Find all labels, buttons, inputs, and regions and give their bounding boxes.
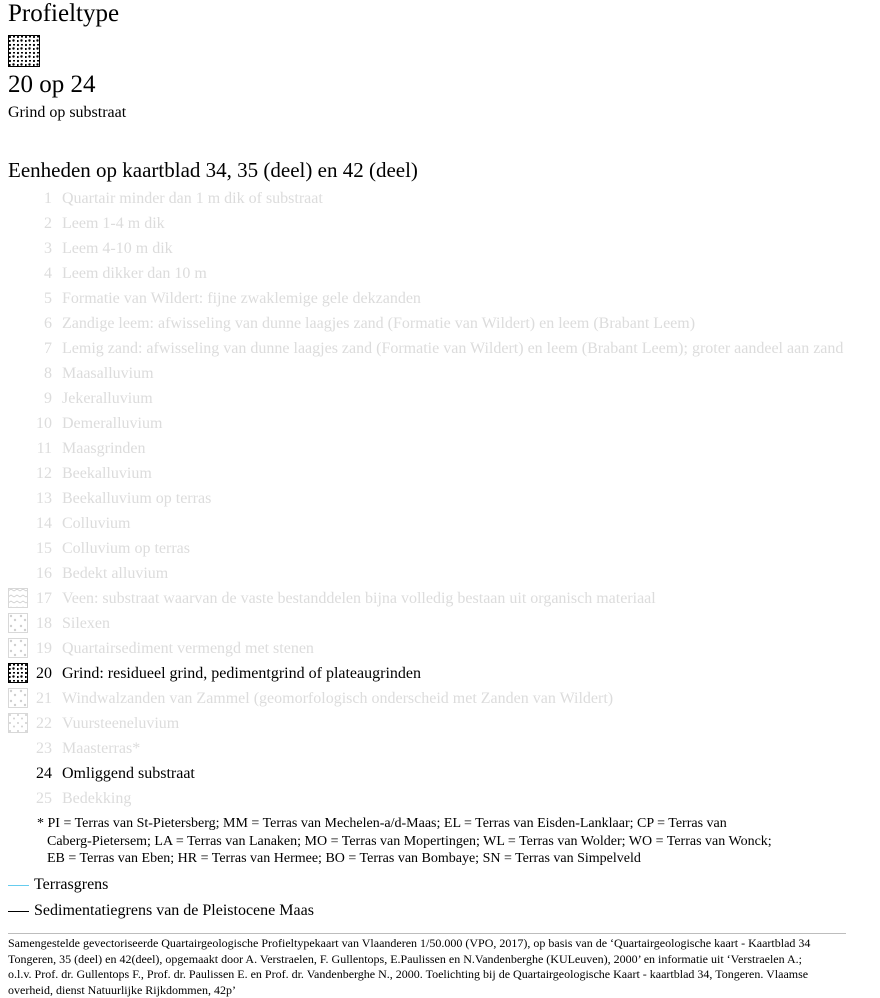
legend-item-8 — [0, 362, 880, 387]
legend-item-11 — [0, 437, 880, 462]
gravel-pattern-icon — [8, 663, 28, 683]
legend-item-label: Quartairsediment vermengd met stenen — [62, 640, 314, 657]
legend-item-number: 16 — [36, 565, 52, 582]
legend-item-number: 3 — [44, 240, 52, 257]
terrace-boundary-legend — [8, 876, 108, 894]
peat-pattern-icon — [8, 588, 28, 608]
legend-item-number: 4 — [44, 265, 52, 282]
units-heading: Eenheden op kaartblad 34, 35 (deel) en 42 (deel) — [8, 158, 418, 182]
legend-item-22 — [0, 712, 880, 737]
legend-item-14 — [0, 512, 880, 537]
profile-description: Grind op substraat — [8, 104, 127, 121]
footer-line: overheid, dienst Natuurlijke Rijkdommen, 42p’ — [8, 982, 236, 997]
note-line: * PI = Terras van St-Pietersberg; MM = Terras van Mechelen-a/d-Maas; EL = Terras van Eisden-Lanklaar; CP = Terras van — [37, 816, 727, 831]
legend-item-label: Windwalzanden van Zammel (geomorfologisch onderscheid met Zanden van Wildert) — [62, 690, 614, 707]
legend-item-number: 10 — [36, 415, 52, 432]
legend-item-label: Maasalluvium — [62, 365, 154, 382]
legend-item-12 — [0, 462, 880, 487]
legend-item-number: 20 — [36, 665, 52, 682]
legend-item-6 — [0, 312, 880, 337]
legend-item-label: Silexen — [62, 615, 110, 632]
source-footer — [8, 936, 854, 998]
legend-item-3 — [0, 237, 880, 262]
cyan-line-icon — [8, 885, 29, 886]
legend-item-24 — [0, 762, 880, 787]
legend-item-label: Omliggend substraat — [62, 765, 195, 782]
legend-item-10 — [0, 412, 880, 437]
legend-item-label: Beekalluvium op terras — [62, 490, 212, 507]
legend-item-label: Formatie van Wildert: fijne zwaklemige gele dekzanden — [62, 290, 421, 307]
terrace-abbreviations-note — [37, 815, 772, 868]
black-line-icon — [8, 911, 29, 912]
legend-item-label: Demeralluvium — [62, 415, 163, 432]
legend-item-9 — [0, 387, 880, 412]
note-line: EB = Terras van Eben; HR = Terras van Hermee; BO = Terras van Bombaye; SN = Terras van Simpelveld — [47, 851, 641, 866]
legend-item-20 — [0, 662, 880, 687]
legend-item-number: 17 — [36, 590, 52, 607]
footer-line: o.l.v. Prof. dr. Gullentops F., Prof. dr. Paulissen E. en Prof. dr. Vandenberghe N., 2000. Toelichting bij de Quartairgeologische Kaart - kaartblad 34, Tongeren. Vlaamse — [8, 967, 809, 981]
legend-item-label: Lemig zand: afwisseling van dunne laagjes zand (Formatie van Wildert) en leem (Brabant Leem); groter aandeel aan zand — [62, 340, 844, 357]
legend-item-number: 9 — [44, 390, 52, 407]
gravel-pattern-icon — [8, 35, 40, 67]
flint-pattern-icon — [8, 713, 28, 733]
sedimentation-boundary-label: Sedimentatiegrens van de Pleistocene Maas — [34, 902, 314, 919]
legend-item-number: 19 — [36, 640, 52, 657]
legend-item-4 — [0, 262, 880, 287]
legend-item-label: Grind: residueel grind, pedimentgrind of plateaugrinden — [62, 665, 422, 682]
windsand-pattern-icon — [8, 688, 28, 708]
legend-item-18 — [0, 612, 880, 637]
legend-item-label: Quartair minder dan 1 m dik of substraat — [62, 190, 323, 207]
legend-item-label: Veen: substraat waarvan de vaste bestanddelen bijna volledig bestaan uit organisch materiaal — [62, 590, 656, 607]
legend-list — [0, 187, 880, 812]
legend-item-label: Zandige leem: afwisseling van dunne laagjes zand (Formatie van Wildert) en leem (Brabant Leem) — [62, 315, 696, 332]
legend-item-label: Vuursteeneluvium — [62, 715, 180, 732]
legend-item-number: 21 — [36, 690, 52, 707]
legend-item-number: 13 — [36, 490, 52, 507]
silex-pattern-icon — [8, 613, 28, 633]
legend-item-number: 24 — [36, 765, 52, 782]
legend-item-label: Jekeralluvium — [62, 390, 153, 407]
legend-item-number: 1 — [44, 190, 52, 207]
legend-item-number: 25 — [36, 790, 52, 807]
legend-item-number: 14 — [36, 515, 52, 532]
legend-item-number: 23 — [36, 740, 52, 757]
legend-item-label: Bedekt alluvium — [62, 565, 169, 582]
legend-item-23 — [0, 737, 880, 762]
legend-item-label: Maasgrinden — [62, 440, 146, 457]
legend-item-number: 2 — [44, 215, 52, 232]
legend-item-25 — [0, 787, 880, 812]
legend-item-13 — [0, 487, 880, 512]
legend-item-number: 18 — [36, 615, 52, 632]
sedimentation-boundary-legend — [8, 902, 314, 920]
legend-item-17 — [0, 587, 880, 612]
note-line: Caberg-Pietersem; LA = Terras van Lanaken; MO = Terras van Mopertingen; WL = Terras van Wolder; WO = Terras van Wonck; — [47, 833, 772, 849]
divider — [8, 933, 846, 934]
legend-item-label: Beekalluvium — [62, 465, 152, 482]
stones-pattern-icon — [8, 638, 28, 658]
legend-item-label: Maasterras* — [62, 740, 141, 757]
legend-item-label: Leem dikker dan 10 m — [62, 265, 207, 282]
legend-item-2 — [0, 212, 880, 237]
legend-item-label: Leem 4-10 m dik — [62, 240, 173, 257]
terrace-boundary-label: Terrasgrens — [34, 876, 109, 893]
legend-item-15 — [0, 537, 880, 562]
legend-item-number: 11 — [36, 440, 52, 457]
footer-line: Tongeren, 35 (deel) en 42(deel), opgemaakt door A. Verstraelen, F. Gullentops, E.Paulissen en N.Vandenberghe (KULeuven), 2000’ en informatie uit ‘Verstraelen A.; — [8, 951, 802, 966]
legend-item-number: 5 — [44, 290, 52, 307]
footer-line: Samengestelde gevectoriseerde Quartairgeologische Profieltypekaart van Vlaanderen 1/50.000 (VPO, 2017), op basis van de ‘Quartairgeologische kaart - Kaartblad 34 — [8, 936, 811, 950]
profile-code: 20 op 24 — [8, 71, 96, 98]
legend-item-5 — [0, 287, 880, 312]
page-title: Profieltype — [8, 0, 120, 27]
legend-item-1 — [0, 187, 880, 212]
legend-item-label: Leem 1-4 m dik — [62, 215, 165, 232]
legend-item-label: Colluvium — [62, 515, 131, 532]
legend-item-number: 12 — [36, 465, 52, 482]
legend-item-number: 6 — [44, 315, 52, 332]
legend-item-number: 7 — [44, 340, 52, 357]
legend-item-7 — [0, 337, 880, 362]
legend-item-label: Colluvium op terras — [62, 540, 190, 557]
legend-item-19 — [0, 637, 880, 662]
legend-item-number: 22 — [36, 715, 52, 732]
legend-item-16 — [0, 562, 880, 587]
legend-item-number: 8 — [44, 365, 52, 382]
legend-item-label: Bedekking — [62, 790, 132, 807]
legend-item-number: 15 — [36, 540, 52, 557]
legend-item-21 — [0, 687, 880, 712]
